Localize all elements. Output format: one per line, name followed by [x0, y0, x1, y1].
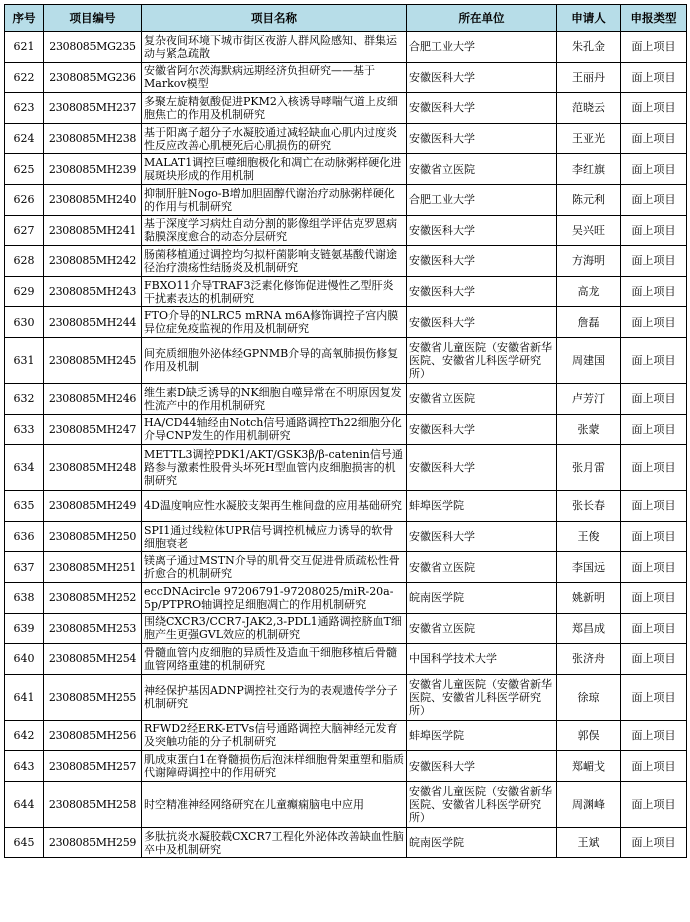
row-type: 面上项目: [621, 613, 687, 644]
row-unit: 安徽医科大学: [407, 62, 557, 93]
row-name: 肠菌移植通过调控均匀拟杆菌影响支链氨基酸代谢途径治疗溃疡性结肠炎及机制研究: [142, 246, 407, 277]
row-code: 2308085MH258: [44, 781, 142, 827]
row-type: 面上项目: [621, 32, 687, 63]
table-body: [5, 32, 687, 858]
row-seq: 640: [5, 644, 44, 675]
row-code: 2308085MH249: [44, 491, 142, 522]
row-unit: 安徽省立医院: [407, 552, 557, 583]
row-name: RFWD2经ERK-ETVs信号通路调控大脑神经元发育及突触功能的分子机制研究: [142, 720, 407, 751]
row-type: 面上项目: [621, 215, 687, 246]
row-seq: 639: [5, 613, 44, 644]
row-applicant: 卢芳汀: [557, 383, 621, 414]
header-type: 申报类型: [621, 5, 687, 32]
row-name: 4D温度响应性水凝胶支架再生椎间盘的应用基础研究: [142, 491, 407, 522]
table-row: [5, 491, 687, 522]
row-seq: 621: [5, 32, 44, 63]
row-type: 面上项目: [621, 154, 687, 185]
table-row: [5, 414, 687, 445]
row-unit: 皖南医学院: [407, 827, 557, 858]
table-row: [5, 552, 687, 583]
row-name: 多肽抗炎水凝胶载CXCR7工程化外泌体改善缺血性脑卒中及机制研究: [142, 827, 407, 858]
row-name: 肌成束蛋白1在脊髓损伤后泡沫样细胞骨架重塑和脂质代谢障碍调控中的作用研究: [142, 751, 407, 782]
row-type: 面上项目: [621, 62, 687, 93]
row-name: SPI1通过线粒体UPR信号调控机械应力诱导的软骨细胞衰老: [142, 521, 407, 552]
row-applicant: 王亚光: [557, 123, 621, 154]
row-type: 面上项目: [621, 491, 687, 522]
table-row: [5, 445, 687, 491]
row-code: 2308085MH244: [44, 307, 142, 338]
table-row: [5, 827, 687, 858]
row-unit: 中国科学技术大学: [407, 644, 557, 675]
row-applicant: 王丽丹: [557, 62, 621, 93]
row-name: MALAT1调控巨噬细胞极化和凋亡在动脉粥样硬化进展斑块形成的作用机制: [142, 154, 407, 185]
table-row: [5, 337, 687, 383]
row-applicant: 方海明: [557, 246, 621, 277]
row-name: 基于深度学习病灶自动分割的影像组学评估克罗恩病黏膜深度愈合的动态分层研究: [142, 215, 407, 246]
row-seq: 630: [5, 307, 44, 338]
table-row: [5, 32, 687, 63]
row-type: 面上项目: [621, 184, 687, 215]
row-unit: 合肥工业大学: [407, 32, 557, 63]
row-applicant: 王俊: [557, 521, 621, 552]
row-unit: 安徽医科大学: [407, 123, 557, 154]
row-name: 骨髓血管内皮细胞的异质性及造血干细胞移植后骨髓血管网络重建的机制研究: [142, 644, 407, 675]
project-table: [4, 4, 687, 858]
row-unit: 安徽医科大学: [407, 276, 557, 307]
row-seq: 627: [5, 215, 44, 246]
table-row: [5, 613, 687, 644]
row-name: METTL3调控PDK1/AKT/GSK3β/β-catenin信号通路参与激素性股骨头坏死H型血管内皮细胞损害的机制研究: [142, 445, 407, 491]
row-name: FBXO11介导TRAF3泛素化修饰促进慢性乙型肝炎干扰素表达的机制研究: [142, 276, 407, 307]
row-seq: 634: [5, 445, 44, 491]
row-code: 2308085MH256: [44, 720, 142, 751]
row-code: 2308085MH243: [44, 276, 142, 307]
row-applicant: 高龙: [557, 276, 621, 307]
row-applicant: 周建国: [557, 337, 621, 383]
row-code: 2308085MH248: [44, 445, 142, 491]
row-applicant: 朱孔金: [557, 32, 621, 63]
header-name: 项目名称: [142, 5, 407, 32]
row-seq: 642: [5, 720, 44, 751]
row-unit: 安徽医科大学: [407, 751, 557, 782]
row-type: 面上项目: [621, 644, 687, 675]
row-code: 2308085MG236: [44, 62, 142, 93]
table-row: [5, 751, 687, 782]
row-code: 2308085MH239: [44, 154, 142, 185]
row-code: 2308085MG235: [44, 32, 142, 63]
row-name: 安徽省阿尔茨海默病远期经济负担研究——基于Markov模型: [142, 62, 407, 93]
row-unit: 皖南医学院: [407, 582, 557, 613]
row-unit: 安徽省儿童医院（安徽省新华医院、安徽省儿科医学研究所）: [407, 674, 557, 720]
row-applicant: 张月雷: [557, 445, 621, 491]
row-seq: 633: [5, 414, 44, 445]
row-applicant: 李红旗: [557, 154, 621, 185]
row-type: 面上项目: [621, 827, 687, 858]
row-type: 面上项目: [621, 781, 687, 827]
row-type: 面上项目: [621, 337, 687, 383]
row-code: 2308085MH257: [44, 751, 142, 782]
row-unit: 安徽医科大学: [407, 307, 557, 338]
row-seq: 638: [5, 582, 44, 613]
row-type: 面上项目: [621, 246, 687, 277]
row-seq: 631: [5, 337, 44, 383]
row-applicant: 詹磊: [557, 307, 621, 338]
row-code: 2308085MH246: [44, 383, 142, 414]
row-type: 面上项目: [621, 674, 687, 720]
row-name: 围绕CXCR3/CCR7-JAK2,3-PDL1通路调控脐血T细胞产生更强GVL效应的机制研究: [142, 613, 407, 644]
table-row: [5, 276, 687, 307]
row-type: 面上项目: [621, 276, 687, 307]
table-row: [5, 582, 687, 613]
row-applicant: 吴兴旺: [557, 215, 621, 246]
row-type: 面上项目: [621, 751, 687, 782]
row-applicant: 郑昌成: [557, 613, 621, 644]
row-unit: 安徽医科大学: [407, 414, 557, 445]
row-code: 2308085MH252: [44, 582, 142, 613]
row-code: 2308085MH240: [44, 184, 142, 215]
row-type: 面上项目: [621, 552, 687, 583]
row-type: 面上项目: [621, 521, 687, 552]
row-seq: 626: [5, 184, 44, 215]
row-code: 2308085MH255: [44, 674, 142, 720]
row-name: 间充质细胞外泌体经GPNMB介导的高氧肺损伤修复作用及机制: [142, 337, 407, 383]
header-unit: 所在单位: [407, 5, 557, 32]
table-row: [5, 93, 687, 124]
row-code: 2308085MH237: [44, 93, 142, 124]
row-seq: 636: [5, 521, 44, 552]
row-applicant: 张长春: [557, 491, 621, 522]
row-seq: 624: [5, 123, 44, 154]
row-applicant: 王斌: [557, 827, 621, 858]
header-code: 项目编号: [44, 5, 142, 32]
row-name: 基于阳离子超分子水凝胶通过减轻缺血心肌内过度炎性反应改善心肌梗死后心肌损伤的研究: [142, 123, 407, 154]
row-type: 面上项目: [621, 307, 687, 338]
row-seq: 622: [5, 62, 44, 93]
row-code: 2308085MH251: [44, 552, 142, 583]
row-code: 2308085MH242: [44, 246, 142, 277]
row-code: 2308085MH241: [44, 215, 142, 246]
row-unit: 安徽医科大学: [407, 445, 557, 491]
row-seq: 643: [5, 751, 44, 782]
row-code: 2308085MH259: [44, 827, 142, 858]
table-row: [5, 246, 687, 277]
row-type: 面上项目: [621, 414, 687, 445]
row-unit: 安徽省立医院: [407, 613, 557, 644]
row-code: 2308085MH247: [44, 414, 142, 445]
row-applicant: 徐琼: [557, 674, 621, 720]
row-seq: 635: [5, 491, 44, 522]
table-row: [5, 521, 687, 552]
table-row: [5, 184, 687, 215]
row-code: 2308085MH245: [44, 337, 142, 383]
row-name: FTO介导的NLRC5 mRNA m6A修饰调控子宫内膜异位症免疫监视的作用及机制研究: [142, 307, 407, 338]
row-type: 面上项目: [621, 445, 687, 491]
row-name: HA/CD44轴经由Notch信号通路调控Th22细胞分化介导CNP发生的作用机制研究: [142, 414, 407, 445]
project-list-page: [4, 4, 687, 858]
row-unit: 安徽省立医院: [407, 383, 557, 414]
row-type: 面上项目: [621, 582, 687, 613]
row-applicant: 郑嵋戈: [557, 751, 621, 782]
row-name: 时空精准神经网络研究在儿童癫痫脑电中应用: [142, 781, 407, 827]
row-applicant: 周渊峰: [557, 781, 621, 827]
row-unit: 安徽医科大学: [407, 93, 557, 124]
row-type: 面上项目: [621, 123, 687, 154]
row-name: eccDNAcircle 97206791-97208025/miR-20a-5p/PTPRO轴调控足细胞凋亡的作用机制研究: [142, 582, 407, 613]
table-row: [5, 154, 687, 185]
table-row: [5, 674, 687, 720]
table-row: [5, 720, 687, 751]
table-row: [5, 307, 687, 338]
row-seq: 629: [5, 276, 44, 307]
table-row: [5, 215, 687, 246]
table-row: [5, 781, 687, 827]
table-row: [5, 644, 687, 675]
row-name: 维生素D缺乏诱导的NK细胞自噬异常在不明原因复发性流产中的作用机制研究: [142, 383, 407, 414]
table-row: [5, 383, 687, 414]
row-code: 2308085MH250: [44, 521, 142, 552]
header-seq: 序号: [5, 5, 44, 32]
row-seq: 644: [5, 781, 44, 827]
row-applicant: 张济舟: [557, 644, 621, 675]
row-applicant: 范晓云: [557, 93, 621, 124]
row-applicant: 姚新明: [557, 582, 621, 613]
row-code: 2308085MH238: [44, 123, 142, 154]
row-name: 复杂夜间环境下城市街区夜游人群风险感知、群集运动与紧急疏散: [142, 32, 407, 63]
row-unit: 安徽医科大学: [407, 215, 557, 246]
table-header-row: [5, 5, 687, 32]
row-unit: 安徽省儿童医院（安徽省新华医院、安徽省儿科医学研究所）: [407, 337, 557, 383]
row-type: 面上项目: [621, 383, 687, 414]
row-seq: 641: [5, 674, 44, 720]
table-row: [5, 123, 687, 154]
row-seq: 632: [5, 383, 44, 414]
row-name: 多聚左旋精氨酸促进PKM2入核诱导哮喘气道上皮细胞焦亡的作用及机制研究: [142, 93, 407, 124]
row-seq: 645: [5, 827, 44, 858]
row-unit: 蚌埠医学院: [407, 720, 557, 751]
row-applicant: 郭俣: [557, 720, 621, 751]
row-unit: 蚌埠医学院: [407, 491, 557, 522]
row-seq: 625: [5, 154, 44, 185]
row-name: 镁离子通过MSTN介导的肌骨交互促进骨质疏松性骨折愈合的机制研究: [142, 552, 407, 583]
header-applicant: 申请人: [557, 5, 621, 32]
row-unit: 安徽省儿童医院（安徽省新华医院、安徽省儿科医学研究所）: [407, 781, 557, 827]
row-seq: 637: [5, 552, 44, 583]
table-row: [5, 62, 687, 93]
row-name: 神经保护基因ADNP调控社交行为的表观遗传学分子机制研究: [142, 674, 407, 720]
row-unit: 安徽省立医院: [407, 154, 557, 185]
row-applicant: 李国远: [557, 552, 621, 583]
row-seq: 623: [5, 93, 44, 124]
row-unit: 合肥工业大学: [407, 184, 557, 215]
row-applicant: 陈元利: [557, 184, 621, 215]
row-type: 面上项目: [621, 720, 687, 751]
row-unit: 安徽医科大学: [407, 521, 557, 552]
row-seq: 628: [5, 246, 44, 277]
row-applicant: 张蒙: [557, 414, 621, 445]
row-code: 2308085MH254: [44, 644, 142, 675]
row-name: 抑制肝脏Nogo-B增加胆固醇代谢治疗动脉粥样硬化的作用与机制研究: [142, 184, 407, 215]
row-code: 2308085MH253: [44, 613, 142, 644]
row-unit: 安徽医科大学: [407, 246, 557, 277]
row-type: 面上项目: [621, 93, 687, 124]
